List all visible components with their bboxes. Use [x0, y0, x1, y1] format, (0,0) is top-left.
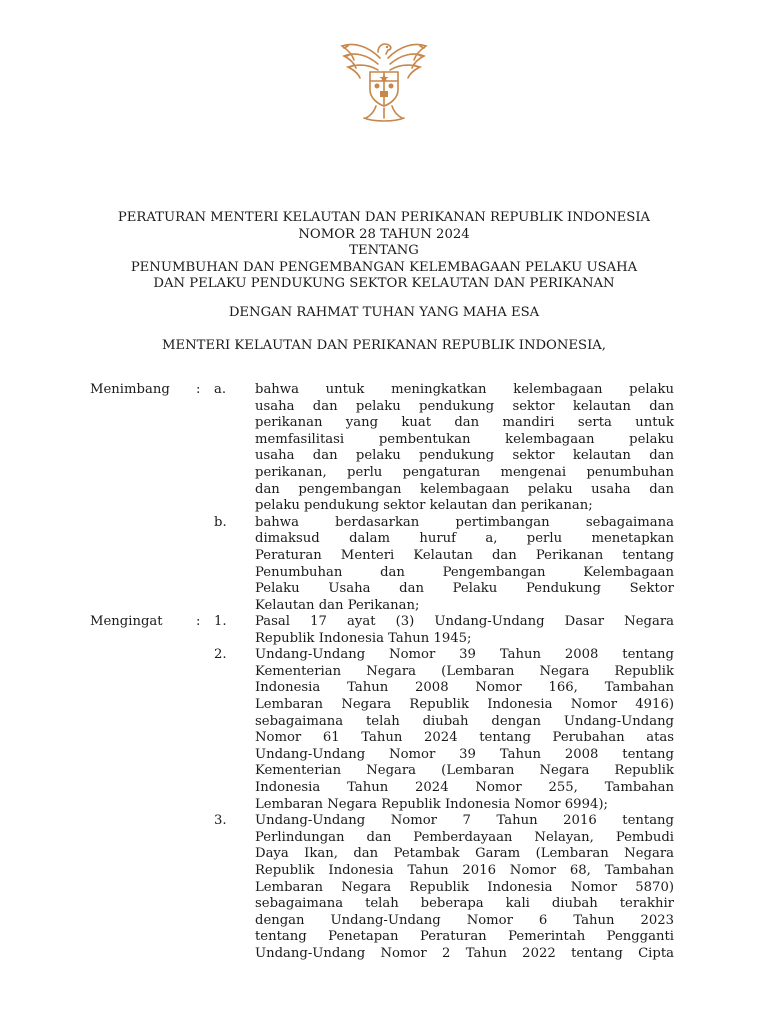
text-line: usaha dan pelaku pendukung sektor kelautan dan: [255, 398, 674, 414]
text-line: bahwa untuk meningkatkan kelembagaan pelaku: [255, 382, 674, 397]
text-line: pelaku pendukung sektor kelautan dan perikanan;: [255, 498, 593, 514]
colon: :: [196, 614, 201, 629]
colon: :: [196, 382, 201, 397]
garuda-emblem-icon: [334, 36, 434, 124]
text-line: sebagaimana telah diubah dengan Undang-Undang: [255, 713, 674, 729]
text-line: Lembaran Negara Republik Indonesia Nomor 5870): [255, 879, 674, 895]
text-line: dan pengembangan kelembagaan pelaku usaha dan: [255, 481, 674, 497]
text-line: Daya Ikan, dan Petambak Garam (Lembaran Negara: [255, 846, 674, 862]
text-line: perikanan, perlu pengaturan mengenai penumbuhan: [255, 464, 674, 480]
section-label: Mengingat: [90, 614, 163, 629]
title-line: NOMOR 28 TAHUN 2024: [298, 226, 470, 242]
list-item: [90, 614, 678, 647]
text-line: tentang Penetapan Peraturan Pemerintah Pengganti: [255, 929, 674, 945]
item-marker: 1.: [214, 614, 227, 629]
text-line: bahwa berdasarkan pertimbangan sebagaimana: [255, 514, 674, 530]
text-line: Nomor 61 Tahun 2024 tentang Perubahan atas: [255, 730, 674, 746]
list-item: [90, 382, 678, 515]
item-text: [255, 515, 674, 615]
text-line: Pasal 17 ayat (3) Undang-Undang Dasar Negara: [255, 614, 674, 629]
item-marker: a.: [214, 382, 227, 397]
text-line: Penumbuhan dan Pengembangan Kelembagaan: [255, 564, 674, 580]
list-item: [90, 813, 678, 962]
blessing-line: DENGAN RAHMAT TUHAN YANG MAHA ESA: [228, 305, 540, 320]
menimbang-section: [90, 382, 678, 614]
item-marker: 2.: [214, 647, 227, 663]
title-line: TENTANG: [349, 243, 419, 259]
item-text: [255, 813, 674, 962]
text-line: perikanan yang kuat dan mandiri serta untuk: [255, 415, 674, 431]
text-line: Kementerian Negara (Lembaran Negara Republik: [255, 763, 674, 779]
regulation-title: [60, 210, 708, 293]
text-line: usaha dan pelaku pendukung sektor kelautan dan: [255, 448, 674, 464]
text-line: Undang-Undang Nomor 7 Tahun 2016 tentang: [255, 813, 674, 829]
item-text: [255, 614, 674, 647]
section-label: Menimbang: [90, 382, 170, 397]
text-line: Undang-Undang Nomor 2 Tahun 2022 tentang Cipta: [255, 945, 674, 961]
text-line: Indonesia Tahun 2024 Nomor 255, Tambahan: [255, 779, 674, 795]
text-line: Kelautan dan Perikanan;: [255, 597, 420, 613]
title-line: PENUMBUHAN DAN PENGEMBANGAN KELEMBAGAAN PELAKU USAHA: [130, 259, 638, 275]
item-marker: 3.: [214, 813, 227, 829]
title-line: PERATURAN MENTERI KELAUTAN DAN PERIKANAN REPUBLIK INDONESIA: [117, 210, 651, 225]
text-line: Kementerian Negara (Lembaran Negara Republik: [255, 663, 674, 679]
item-text: [255, 382, 674, 515]
list-item: [90, 647, 678, 813]
text-line: dimaksud dalam huruf a, perlu menetapkan: [255, 531, 674, 547]
text-line: Perlindungan dan Pemberdayaan Nelayan, Pembudi: [255, 829, 674, 845]
issuer-line: MENTERI KELAUTAN DAN PERIKANAN REPUBLIK INDONESIA,: [162, 338, 606, 353]
list-item: [90, 515, 678, 615]
text-line: Lembaran Negara Republik Indonesia Nomor 6994);: [255, 796, 608, 812]
mengingat-section: [90, 614, 678, 962]
text-line: Indonesia Tahun 2008 Nomor 166, Tambahan: [255, 680, 674, 696]
text-line: Lembaran Negara Republik Indonesia Nomor 4916): [255, 696, 674, 712]
text-line: sebagaimana telah beberapa kali diubah terakhir: [255, 896, 674, 912]
item-text: [255, 647, 674, 813]
text-line: Peraturan Menteri Kelautan dan Perikanan tentang: [255, 547, 674, 563]
text-line: Undang-Undang Nomor 39 Tahun 2008 tentang: [255, 647, 674, 663]
title-line: DAN PELAKU PENDUKUNG SEKTOR KELAUTAN DAN PERIKANAN: [153, 276, 615, 292]
text-line: memfasilitasi pembentukan kelembagaan pelaku: [255, 431, 674, 447]
text-line: Pelaku Usaha dan Pelaku Pendukung Sektor: [255, 581, 674, 597]
text-line: Republik Indonesia Tahun 2016 Nomor 68, Tambahan: [255, 862, 674, 878]
text-line: Republik Indonesia Tahun 1945;: [255, 630, 472, 646]
text-line: Undang-Undang Nomor 39 Tahun 2008 tentang: [255, 746, 674, 762]
item-marker: b.: [214, 514, 227, 530]
text-line: dengan Undang-Undang Nomor 6 Tahun 2023: [255, 912, 674, 928]
